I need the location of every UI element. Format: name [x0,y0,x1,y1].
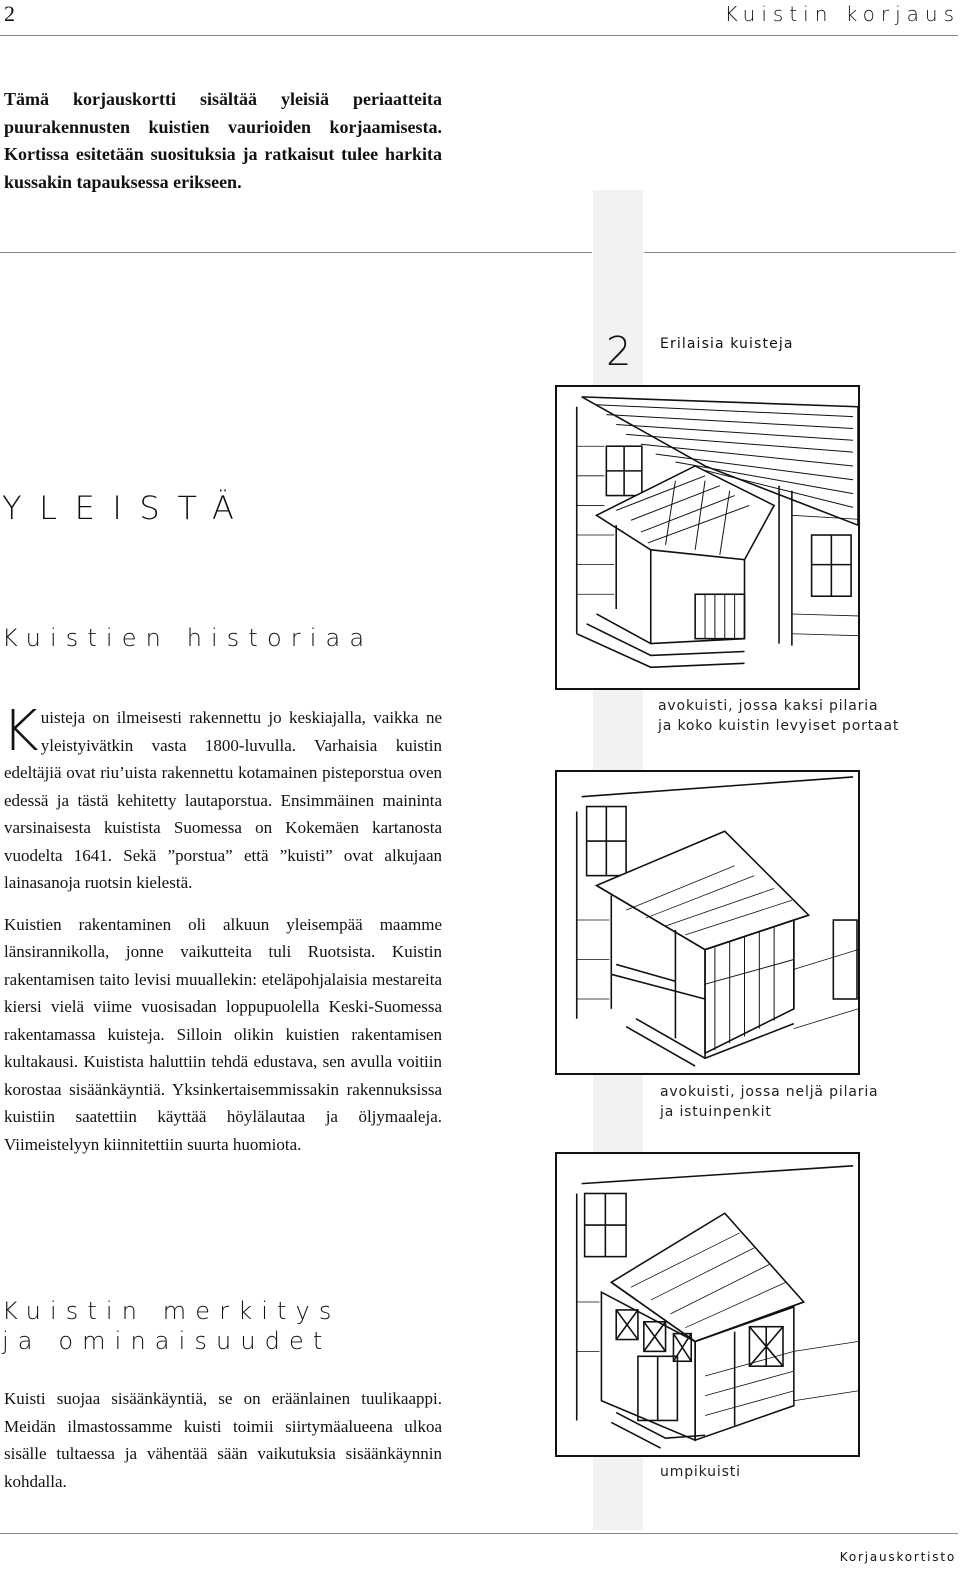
section-title: YLEISTÄ [2,489,252,527]
figure-number: 2 [606,329,632,375]
caption-2-line-2: ja istuinpenkit [660,1104,772,1120]
footer-rule [0,1533,958,1534]
history-heading: Kuistien historiaa [2,624,374,652]
caption-1-line-2: ja koko kuistin levyiset portaat [658,718,900,734]
intro-text: Tämä korjauskortti sisältää yleisiä periaatteita puurakennusten kuistien vaurioiden korjaamisesta. Kortissa esitetään suosituksia ja ratkaisut tulee harkita kussakin tapauksessa erikseen. [4,89,442,192]
footer-label: Korjauskortisto [839,1550,956,1564]
history-body [2,699,442,1158]
history-paragraph-1 [2,699,442,897]
porch-illustration-3 [555,1152,860,1457]
porch-illustration-2 [555,770,860,1075]
page-number: 2 [4,1,15,26]
caption-1-line-1: avokuisti, jossa kaksi pilaria [658,698,879,714]
porch-drawing-open-two-pillars [557,387,858,688]
caption-2-line-1: avokuisti, jossa neljä pilaria [660,1084,879,1100]
running-title: Kuistin korjaus [724,2,960,26]
caption-3: umpikuisti [660,1464,741,1480]
porch-drawing-open-four-pillars [557,772,858,1073]
caption-2 [660,1082,960,1122]
caption-1 [658,696,958,736]
meaning-body: Kuisti suojaa sisäänkäyntiä, se on eräänlainen tuulikaappi. Meidän ilmastossamme kuisti toimii siirtymäalueena ulkoa sisälle tultaessa ja vähentää sään vaikutuksia sisäänkäynnin kohdalla. [4,1389,442,1491]
porch-drawing-enclosed [557,1154,858,1455]
history-paragraph-2: Kuistien rakentaminen oli alkuun yleisempää maamme länsirannikolla, jonne vaikutteita tuli Ruotsista. Kuistin rakentamisen taito levisi muuallekin: eteläpohjalaisia mestareita kiersi vielä viime vuosisadan loppupuolella Keski-Suomessa rakentamassa kuisteja. Silloin olikin kuistien rakentamisen kultakausi. Kuistista haluttiin tehdä edustava, sen avulla voitiin korostaa sisäänkäyntiä. Yksinkertaisemmissakin rakennuksissa kuistiin saatettiin käyttää höylälautaa ja öljymaaleja. Viimeistelyyn kiinnitettiin suurta huomiota. [4,914,442,1154]
intro-rule-left [0,252,592,253]
intro-rule-right [644,252,956,253]
drop-cap: K [2,699,39,764]
meaning-heading-line-1: Kuistin merkitys [2,1297,341,1325]
figure-title: Erilaisia kuisteja [660,336,794,352]
header-rule [0,35,958,36]
history-paragraph-1-text: uisteja on ilmeisesti rakennettu jo keskiajalla, vaikka ne yleistyivätkin vasta 1800-luvulla. Varhaisia kuistin edeltäjiä ovat riu’uista rakennettu kotamainen pisteporstua oven edessä ja tästä kehitetty lautaporstua. Ensimmäinen maininta varsinaisesta kuistista Suomessa on Kokemäen kartanosta vuodelta 1641. Sekä ”porstua” että ”kuisti” ovat alkujaan lainasanoja ruotsin kielestä. [4,708,442,892]
meaning-heading [2,1296,340,1356]
meaning-heading-line-2: ja ominaisuudet [2,1327,332,1355]
porch-illustration-1 [555,385,860,690]
